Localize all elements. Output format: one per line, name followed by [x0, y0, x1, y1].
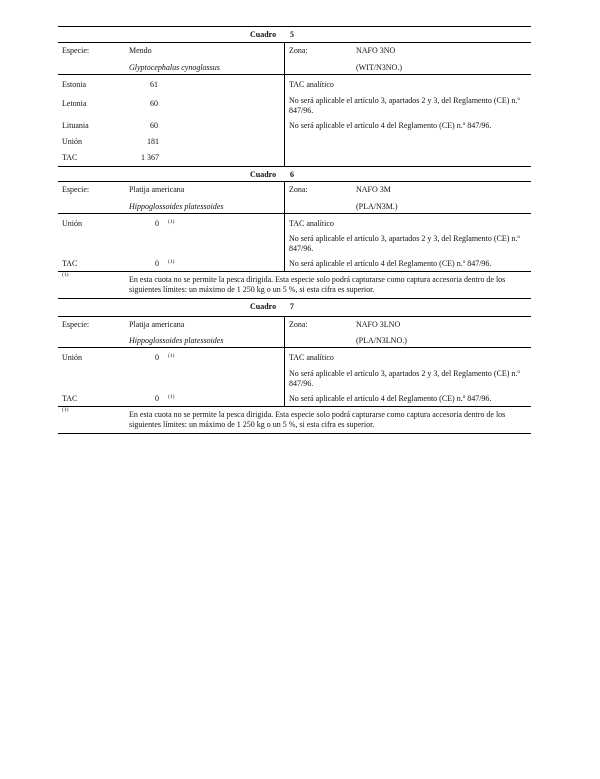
- cuadro5-species-rule: [58, 74, 531, 75]
- cuadro6-especie-label: Especie:: [62, 185, 90, 194]
- cuadro5-row-country: TAC: [62, 153, 78, 162]
- cuadro7-row-value: 0 $^{(1)}$: [155, 353, 175, 362]
- cuadro7-title: Cuadro: [250, 302, 277, 311]
- cuadro6-art4-text: No será aplicable el artículo 4 del Reglamento (CE) n.º 847/96.: [289, 259, 492, 268]
- cuadro5-row-country: Unión: [62, 137, 82, 146]
- cuadro5-art3-text: No será aplicable el artículo 3, apartados 2 y 3, del Reglamento (CE) n.º 847/96.: [289, 96, 520, 115]
- cuadro7-species-latin: Hippoglossoides platessoides: [129, 336, 224, 345]
- cuadro7-footnote-marker: (1): [62, 407, 69, 413]
- cuadro5-row-country: Letonia: [62, 99, 87, 108]
- cuadro5-title: Cuadro: [250, 30, 277, 39]
- cuadro7-footnote-rule: [58, 406, 531, 407]
- cuadro7-art4-text: No será aplicable el artículo 4 del Reglamento (CE) n.º 847/96.: [289, 394, 492, 403]
- cuadro6-species-latin: Hippoglossoides platessoides: [129, 202, 224, 211]
- cuadro5-zone-sub: (WIT/N3NO.): [356, 63, 402, 72]
- cuadro5-top-rule: [58, 26, 531, 27]
- cuadro5-row-value: 181: [147, 137, 159, 146]
- cuadro7-row-country: TAC: [62, 394, 78, 403]
- cuadro6-art3-text: No será aplicable el artículo 3, apartados 2 y 3, del Reglamento (CE) n.º 847/96.: [289, 234, 520, 253]
- cuadro7-divider: [284, 316, 285, 406]
- cuadro7-zone-sub: (PLA/N3LNO.): [356, 336, 407, 345]
- cuadro6-number: 6: [290, 170, 294, 179]
- cuadro5-row-value: 61: [150, 80, 158, 89]
- cuadro6-row-value: 0 $^{(1)}$: [155, 219, 175, 228]
- cuadro6-row-country: Unión: [62, 219, 82, 228]
- cuadro6-species-common: Platija americana: [129, 185, 185, 194]
- cuadro6-zone-sub: (PLA/N3M.): [356, 202, 398, 211]
- cuadro5-row-value: 60: [150, 121, 158, 130]
- cuadro5-header-rule: [58, 42, 531, 43]
- cuadro7-row-country: Unión: [62, 353, 82, 362]
- cuadro5-especie-label: Especie:: [62, 46, 90, 55]
- cuadro7-top-rule: [58, 298, 531, 299]
- cuadro6-footnote-marker: (1): [62, 272, 69, 278]
- cuadro7-zona-label: Zona:: [289, 320, 308, 329]
- cuadro6-zona-label: Zona:: [289, 185, 308, 194]
- cuadro6-header-rule: [58, 181, 531, 182]
- cuadro7-header-rule: [58, 316, 531, 317]
- cuadro7-footnote-text: En esta cuota no se permite la pesca dirigida. Esta especie solo podrá capturarse como captura accesoria dentro de los siguientes límites: un máximo de 1 250 kg o un 5 %, si esta cifra es superior.: [129, 410, 506, 429]
- cuadro7-number: 7: [290, 302, 294, 311]
- cuadro5-row-country: Lituania: [62, 121, 89, 130]
- cuadro5-divider-body: [284, 74, 285, 166]
- cuadro5-species-latin: Glyptocephalus cynoglossus: [129, 63, 220, 72]
- cuadro6-divider: [284, 181, 285, 271]
- cuadro6-tac-analitico: TAC analítico: [289, 219, 334, 228]
- cuadro6-species-rule: [58, 213, 531, 214]
- cuadro7-especie-label: Especie:: [62, 320, 90, 329]
- cuadro5-zona-label: Zona:: [289, 46, 308, 55]
- cuadro7-species-common: Platija americana: [129, 320, 185, 329]
- cuadro5-zone-code: NAFO 3NO: [356, 46, 396, 55]
- cuadro7-bottom-rule: [58, 433, 531, 434]
- cuadro6-zone-code: NAFO 3M: [356, 185, 391, 194]
- cuadro7-species-rule: [58, 347, 531, 348]
- cuadro6-top-rule: [58, 166, 531, 167]
- cuadro5-number: 5: [290, 30, 294, 39]
- cuadro5-art4-text: No será aplicable el artículo 4 del Reglamento (CE) n.º 847/96.: [289, 121, 492, 130]
- cuadro6-row-country: TAC: [62, 259, 78, 268]
- cuadro6-footnote-rule: [58, 271, 531, 272]
- cuadro7-tac-analitico: TAC analítico: [289, 353, 334, 362]
- cuadro7-zone-code: NAFO 3LNO: [356, 320, 401, 329]
- cuadro5-species-common: Mendo: [129, 46, 152, 55]
- cuadro6-row-value: 0 $^{(1)}$: [155, 259, 175, 268]
- cuadro7-art3-text: No será aplicable el artículo 3, apartados 2 y 3, del Reglamento (CE) n.º 847/96.: [289, 369, 520, 388]
- cuadro5-row-value: 1 367: [141, 153, 159, 162]
- cuadro6-title: Cuadro: [250, 170, 277, 179]
- cuadro5-tac-analitico: TAC analítico: [289, 80, 334, 89]
- cuadro6-footnote-text: En esta cuota no se permite la pesca dirigida. Esta especie solo podrá capturarse como captura accesoria dentro de los siguientes límites: un máximo de 1 250 kg o un 5 %, si esta cifra es superior.: [129, 275, 506, 294]
- cuadro7-row-value: 0 $^{(1)}$: [155, 394, 175, 403]
- cuadro5-row-value: 60: [150, 99, 158, 108]
- cuadro5-row-country: Estonia: [62, 80, 86, 89]
- cuadro5-divider: [284, 42, 285, 74]
